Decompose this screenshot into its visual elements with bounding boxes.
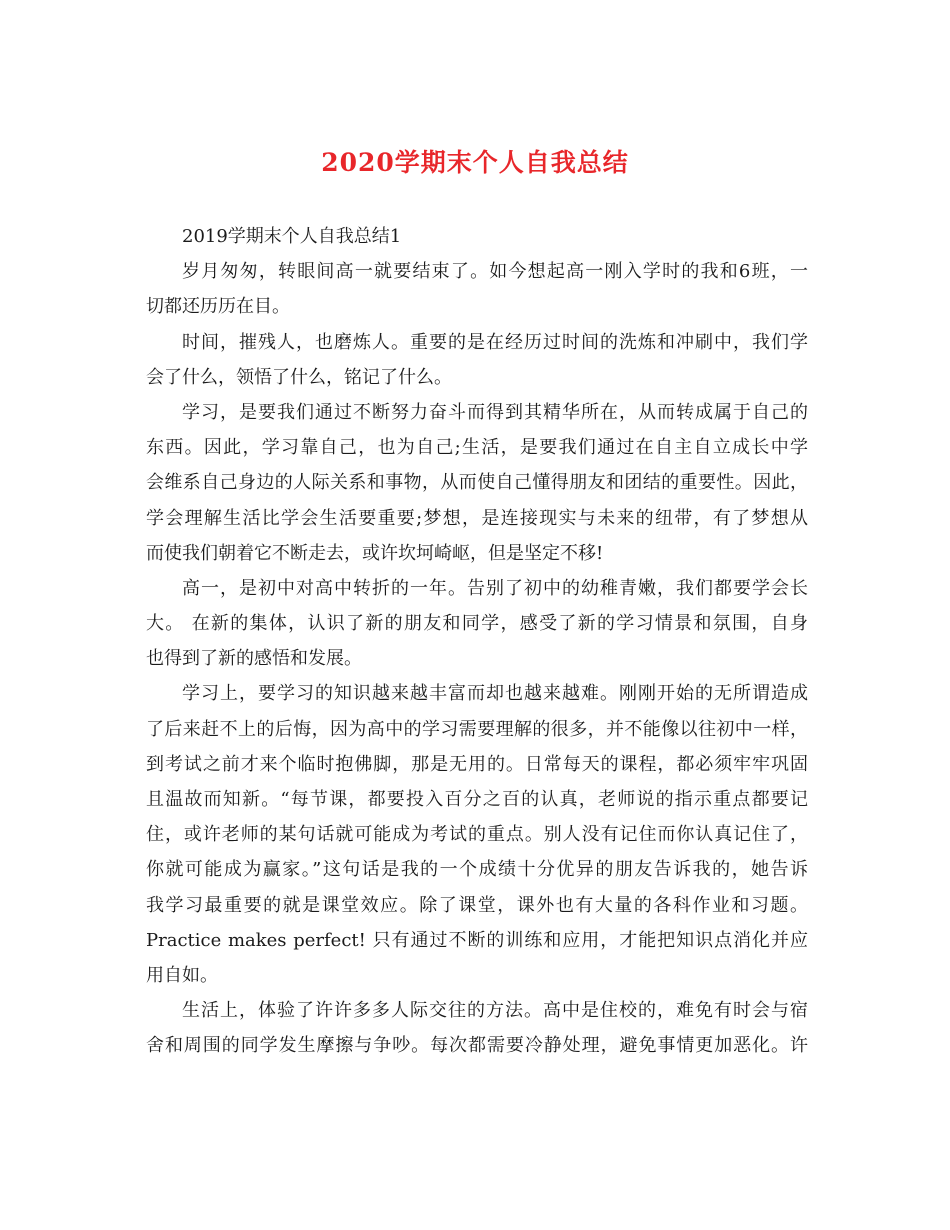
body-line: 住，或许老师的某句话就可能成为考试的重点。别人没有记住而你认真记住了， <box>146 824 808 846</box>
document-title: 2020学期末个人自我总结 <box>321 148 629 177</box>
body-line: 我学习最重要的就是课堂效应。除了课堂，课外也有大量的各科作业和习题。 <box>146 894 808 916</box>
body-line: 了后来赶不上的后悔，因为高中的学习需要理解的很多，并不能像以往初中一样， <box>146 718 808 740</box>
body-line: 东西。因此，学习靠自己，也为自己;生活，是要我们通过在自主自立成长中学 <box>146 437 808 459</box>
body-line: 2019学期末个人自我总结1 <box>182 226 402 247</box>
body-line: 且温故而知新。“每节课，都要投入百分之百的认真，老师说的指示重点都要记 <box>146 789 808 810</box>
body-line: 而使我们朝着它不断走去，或许坎坷崎岖，但是坚定不移! <box>146 542 604 564</box>
body-line: 用自如。 <box>146 964 218 986</box>
body-line: 你就可能成为赢家。”这句话是我的一个成绩十分优异的朋友告诉我的，她告诉 <box>146 859 808 881</box>
body-line: 会维系自己身边的人际关系和事物，从而使自己懂得朋友和团结的重要性。因此， <box>146 472 808 494</box>
body-line: 学习上，要学习的知识越来越丰富而却也越来越难。刚刚开始的无所谓造成 <box>182 683 808 705</box>
body-line: 高一，是初中对高中转折的一年。告别了初中的幼稚青嫩，我们都要学会长 <box>182 577 808 599</box>
body-line: 切都还历历在目。 <box>146 296 290 318</box>
body-line: 岁月匆匆，转眼间高一就要结束了。如今想起高一刚入学时的我和6班，一 <box>182 261 808 283</box>
body-line: 舍和周围的同学发生摩擦与争吵。每次都需要冷静处理，避免事情更加恶化。许 <box>146 1035 808 1057</box>
body-line: 学会理解生活比学会生活要重要;梦想，是连接现实与未来的纽带，有了梦想从 <box>146 507 808 529</box>
body-line: 会了什么，领悟了什么，铭记了什么。 <box>146 366 452 388</box>
body-line: 也得到了新的感悟和发展。 <box>146 648 362 670</box>
body-line: 到考试之前才来个临时抱佛脚，那是无用的。日常每天的课程，都必须牢牢巩固 <box>146 753 808 775</box>
body-line: 时间，摧残人，也磨炼人。重要的是在经历过时间的洗炼和冲刷中，我们学 <box>182 331 808 353</box>
document-body <box>146 219 808 1064</box>
body-line: Practice makes perfect! 只有通过不断的训练和应用，才能把知识点消化并应 <box>146 929 808 951</box>
body-line: 生活上，体验了许许多多人际交往的方法。高中是住校的，难免有时会与宿 <box>182 1000 808 1022</box>
body-line: 学习，是要我们通过不断努力奋斗而得到其精华所在，从而转成属于自己的 <box>182 401 808 423</box>
body-line: 大。 在新的集体，认识了新的朋友和同学，感受了新的学习情景和氛围，自身 <box>146 613 808 635</box>
